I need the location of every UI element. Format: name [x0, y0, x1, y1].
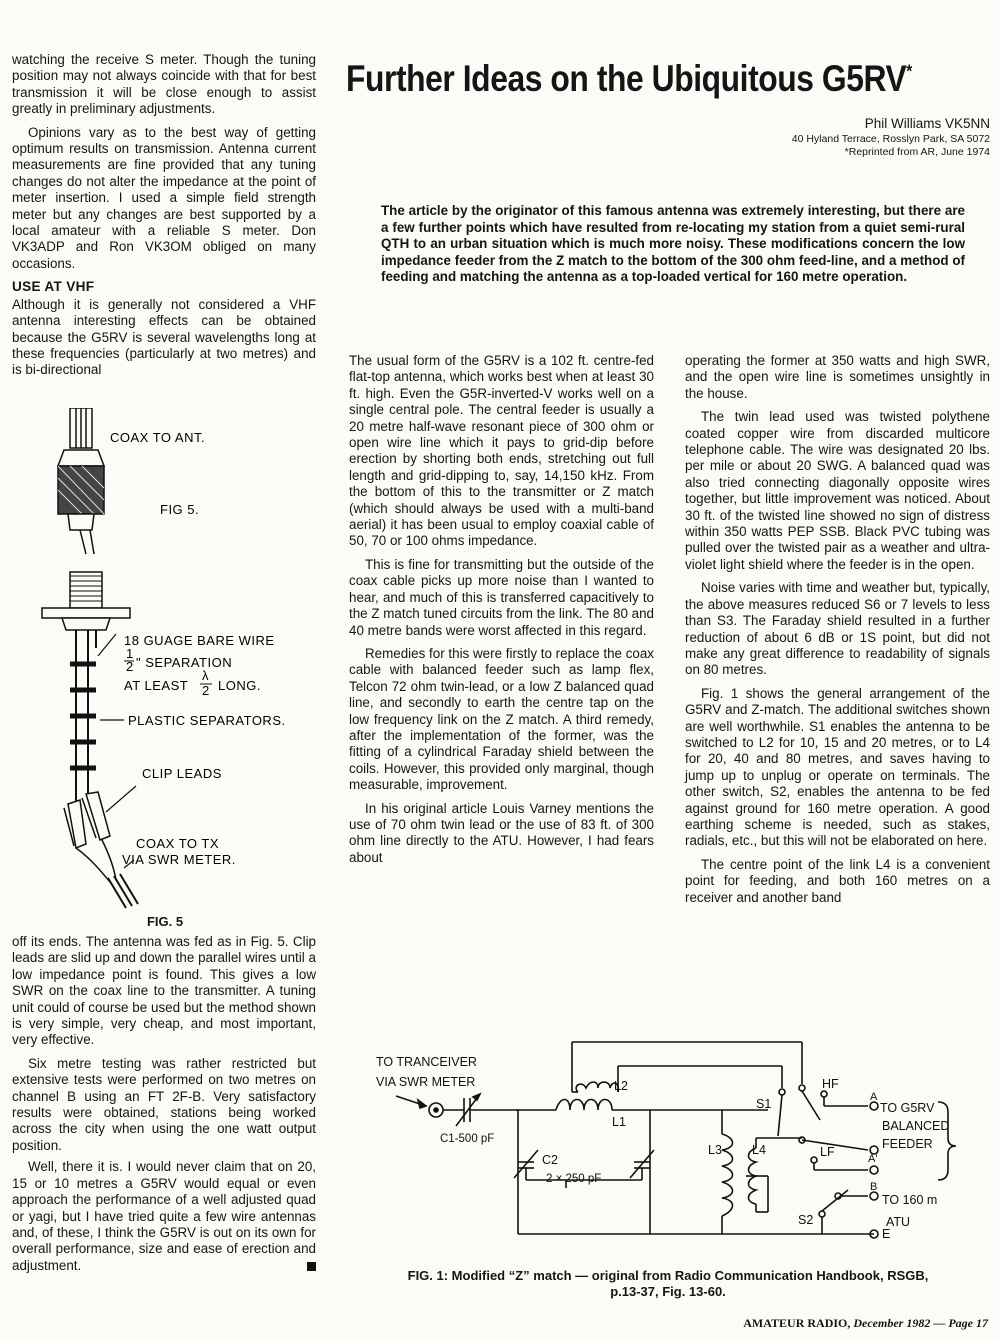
fig5-label-wire: 18 GUAGE BARE WIRE: [124, 633, 275, 648]
fig1-c2: C2: [542, 1153, 558, 1167]
left-paragraph-5: Six metre testing was rather restricted but extensive tests were performed on two metres on channel B using an FT 2F-B. Very satisfactory results were obtained, stations being worked across the city when using the one watt output position.: [12, 1055, 316, 1153]
fig1-lf: LF: [820, 1145, 835, 1159]
fig5-label-length: [124, 668, 261, 698]
fig1-to-160m: TO 160 m: [882, 1193, 938, 1207]
fig1-schematic: [368, 1036, 968, 1256]
fig5-caption: FIG. 5: [146, 914, 184, 929]
right-paragraph-3: Noise varies with time and weather but, typically, the above measures reduced S6 or 7 levels to less than S3. The Faraday shield resulted in a further reduction of about 6 dB or 1S point, but did not make any great difference to readability of signals on 80 metres.: [685, 580, 990, 678]
fig1-feeder: FEEDER: [882, 1137, 933, 1151]
fig5-label-fig: FIG 5.: [160, 502, 200, 517]
fig1-l1: L1: [612, 1115, 626, 1129]
fig5-label-separation: [124, 646, 232, 674]
fig1-labels: [376, 1055, 949, 1241]
fig1-l2: L2: [614, 1079, 628, 1093]
fig1-l4: L4: [752, 1143, 766, 1157]
footer-page: — Page 17: [933, 1316, 988, 1330]
fig1-atu: ATU: [886, 1215, 911, 1229]
fig1-to-g5rv: TO G5RV: [880, 1101, 935, 1115]
section-heading-vhf: USE AT VHF: [12, 279, 95, 295]
right-column: [685, 353, 990, 913]
fig5-label-swr: VIA SWR METER.: [122, 852, 236, 867]
left-paragraph-6: Well, there it is. I would never claim that on 20, 15 or 10 metres a G5RV would equal or even approach the performance of a well adjusted quad or yagi, but I have tried quite a few wire antennas and, of these, I think the G5RV is out on its own for overall performance, size and ease of erection and adjustment.: [12, 1159, 316, 1273]
right-paragraph-2: The twin lead used was twisted polythene coated copper wire from discarded multicore telephone cable. The wire was designated 20 lbs. per mile or about 20 SWG. A balanced quad was also tried connecting diagonally opposite wires together, but little improvement was noticed. About 30 ft. of the twisted line showed no sign of distress within 350 watts PEP SSB. Black PVC tubing was pulled over the twisted pair as a weather and ultra-violet light shield where the feeder is in the open.: [685, 409, 990, 572]
svg-text:λ: λ: [202, 668, 209, 683]
author: Phil Williams VK5NN: [864, 116, 990, 131]
fig1-caption-line1: FIG. 1: Modified “Z” match — original from Radio Communication Handbook, RSGB,: [407, 1268, 929, 1283]
so239-connector: [42, 572, 130, 630]
fig1-caption: [346, 1268, 990, 1300]
middle-paragraph-1: The usual form of the G5RV is a 102 ft. centre-fed flat-top antenna, which works best when at least 30 ft. high. Even the G5R-inverted-V works well on a single central pole. The central feeder is usually a 20 metre half-wave resonant piece of 300 ohm or open wire line which it pays to grid-dip before erection by shorting both ends, stretching out full length and grid-dipping to, say, 14,150 kHz. From the bottom of this to the transmitter or Z match (which should always be used with a multi-band aerial) it has been usual to employ coaxial cable of 50, 70 or 100 ohms impedance.: [349, 353, 654, 549]
fig1-s1: S1: [756, 1097, 772, 1111]
svg-text:LONG.: LONG.: [218, 678, 261, 693]
fig5-label-coax-tx: COAX TO TX: [136, 836, 220, 851]
plastic-separators: [70, 664, 96, 768]
fig1-e: E: [882, 1227, 891, 1241]
svg-text:1: 1: [126, 646, 134, 661]
left-column-top: [12, 52, 316, 386]
page-title: Further Ideas on the Ubiquitous G5RV*: [346, 58, 912, 99]
middle-paragraph-2: This is fine for transmitting but the outside of the coax cable picks up more noise than I wanted to hear, and much of this is transferred capacitively to the Z match tuned circuits from the link. The 80 and 40 metre bands were worst affected in this regard.: [349, 556, 654, 638]
abstract: The article by the originator of this famous antenna was extremely interesting, but there are a few further points which have resulted from re-locating my station from a quiet semi-rural QTH to an urban situation which is much more noisy. These modifications concern the low impedance feeder from the Z match to the bottom of the 300 ohm feed-line, and a method of feeding and matching the antenna as a top-loaded vertical for 160 metre operation.: [381, 203, 965, 285]
footer-issue: December 1982: [853, 1316, 931, 1330]
fig5-label-plastic: PLASTIC SEPARATORS.: [128, 713, 286, 728]
fig1-l3: L3: [708, 1143, 722, 1157]
fig1-b: B: [870, 1181, 878, 1193]
fig5-label-coax-ant: COAX TO ANT.: [110, 430, 206, 445]
reprint-note: *Reprinted from AR, June 1974: [844, 146, 990, 158]
middle-column: [349, 353, 654, 873]
fig1-to-tranceiver: TO TRANCEIVER: [376, 1055, 477, 1069]
page-footer: [743, 1316, 988, 1331]
end-mark: [307, 1262, 316, 1271]
left-paragraph-2: Opinions vary as to the best way of getting optimum results on transmission. Antenna current measurements are fine provided that any tuning changes do not alter the impedance at the point of meter insertion. I used a simple field strength meter but any changes are best supported by a local amateur with a reliable S meter. Don VK3ADP and Ron VK3OM obliged on many occasions.: [12, 124, 316, 271]
fig1-balanced: BALANCED: [882, 1119, 950, 1133]
right-paragraph-4: Fig. 1 shows the general arrangement of the G5RV and Z-match. The additional switches shown are well worthwhile. S1 enables the antenna to be switched to L2 for 10, 15 and 20 metres, or to L4 for 20, 40 and 80 metres, and saves having to jump up to unplug or operate on terminals. The other switch, S2, enables the antenna to be fed against ground for 160 metre operation. A good earthing scheme is needed, such as stakes, radials, etc., but this will not be elaborated on here.: [685, 685, 990, 849]
middle-paragraph-4: In his original article Louis Varney mentions the use of 70 ohm twin lead or the use of 83 ft. of 300 ohm line directly to the ATU. However, I had fears about: [349, 800, 654, 865]
fig5-drawing: [20, 408, 320, 913]
middle-paragraph-3: Remedies for this were firstly to replace the coax cable with balanced feeder such as lamp flex, Telcon 72 ohm twin-lead, or a low Z balanced quad line, and secondly to earth the centre tap on the low frequency link on the Z match. A third remedy, after the implementation of the former, was the fitting of a cylindrical Faraday shield between the coils. However, this provided only marginal, though measurable, improvement.: [349, 645, 654, 793]
fig1-hf: HF: [822, 1077, 839, 1091]
fig5-label-clip: CLIP LEADS: [142, 766, 222, 781]
svg-text:2: 2: [126, 659, 134, 674]
parallel-wires: [76, 630, 96, 808]
fig1-caption-line2: p.13-37, Fig. 13-60.: [610, 1284, 726, 1299]
fig1-s2: S2: [798, 1213, 814, 1227]
footer-magazine: AMATEUR RADIO,: [743, 1316, 851, 1330]
coax-cable: [58, 408, 104, 554]
byline: [600, 116, 990, 158]
address: 40 Hyland Terrace, Rosslyn Park, SA 5072: [791, 133, 990, 145]
left-column-bottom: [12, 934, 316, 1281]
left-paragraph-3: Although it is generally not considered a VHF antenna interesting effects can be obtained because the G5RV is several wavelengths long at these frequencies (particularly at two metres) and is bi-directional: [12, 296, 316, 378]
fig1-c1: C1-500 pF: [440, 1133, 495, 1145]
left-paragraph-4: off its ends. The antenna was fed as in Fig. 5. Clip leads are slid up and down the parallel wires until a low impedance point is found. This gives a low SWR on the coax line to the transmitter. A tuning unit could of course be used but the method shown is very simple, very cheap, and most important, very effective.: [12, 934, 316, 1048]
fig1-c2-value: 2 × 250 pF: [546, 1173, 602, 1185]
left-paragraph-1: watching the receive S meter. Though the tuning position may not always coincide with that for best transmission it will be close enough to assist greatly in preliminary adjustments.: [12, 52, 316, 117]
svg-text:2: 2: [202, 683, 210, 698]
svg-text:" SEPARATION: " SEPARATION: [136, 655, 233, 670]
fig1-a: A: [870, 1091, 878, 1103]
right-paragraph-1: operating the former at 350 watts and high SWR, and the open wire line is sometimes unsightly in the house.: [685, 353, 990, 401]
clip-leads: [64, 792, 138, 908]
right-paragraph-5: The centre point of the link L4 is a convenient point for feeding, and both 160 metres on a receiver and another band: [685, 856, 990, 905]
fig1-via-swr: VIA SWR METER: [376, 1075, 476, 1089]
svg-text:AT LEAST: AT LEAST: [124, 678, 189, 693]
fig1-a-prime: A': [868, 1153, 878, 1165]
